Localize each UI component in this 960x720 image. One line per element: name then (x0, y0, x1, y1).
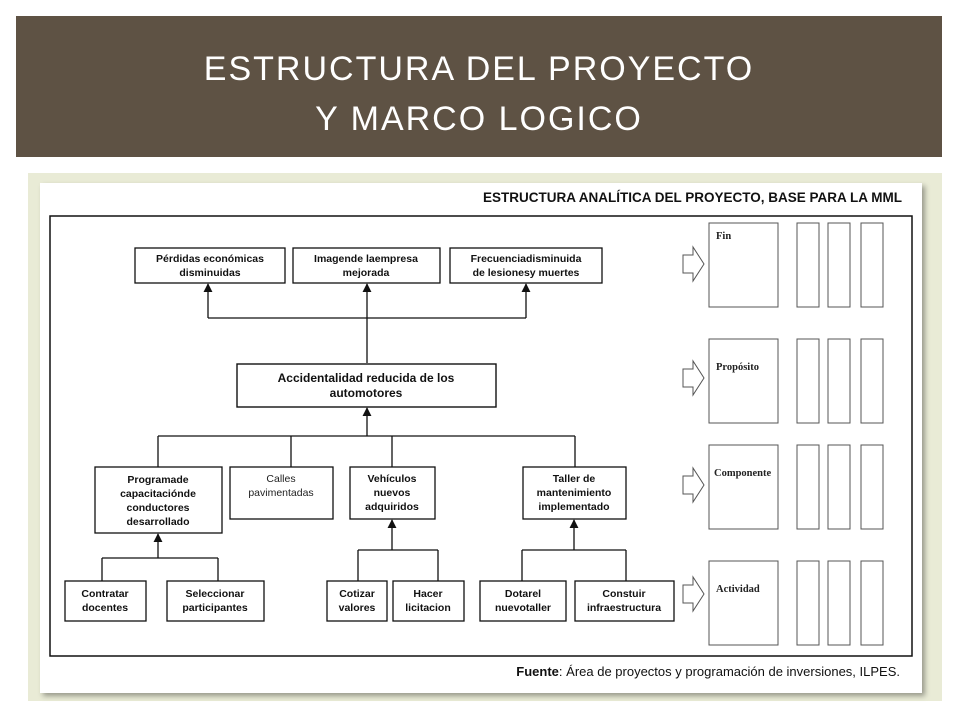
level-label: Propósito (716, 362, 759, 373)
component-connectors (158, 408, 575, 467)
svg-text:nuevotaller: nuevotaller (494, 602, 552, 614)
level-label: Fin (716, 231, 732, 242)
svg-text:mantenimiento: mantenimiento (536, 487, 612, 499)
svg-text:nuevos: nuevos (373, 487, 411, 499)
svg-text:automotores: automotores (329, 386, 403, 400)
svg-text:Imagende laempresa: Imagende laempresa (314, 253, 418, 265)
svg-text:Taller de: Taller de (552, 473, 596, 485)
activity-box (167, 581, 264, 621)
slide-title-line1: ESTRUCTURA DEL PROYECTO (203, 50, 755, 88)
svg-text:Vehículos: Vehículos (367, 473, 417, 485)
activity-box (65, 581, 146, 621)
activity-box (393, 581, 464, 621)
diagram-image (40, 183, 922, 693)
component-box (230, 467, 333, 519)
svg-text:de lesionesy muertes: de lesionesy muertes (472, 267, 580, 279)
project-structure-diagram (40, 183, 922, 693)
matrix-row-proposito (683, 339, 883, 423)
svg-text:Contratar: Contratar (81, 588, 129, 600)
svg-text:Accidentalidad reducida de lo: Accidentalidad reducida de los (277, 371, 455, 385)
slide-title-line2: Y MARCO LOGICO (315, 100, 643, 138)
svg-text:Dotarel: Dotarel (504, 588, 542, 600)
goal-box (293, 248, 440, 283)
svg-text:conductores: conductores (126, 502, 190, 514)
svg-text:Programade: Programade (127, 474, 189, 486)
component-box (523, 467, 626, 519)
goal-box (450, 248, 602, 283)
component-box (95, 467, 222, 533)
svg-text:capacitaciónde: capacitaciónde (120, 488, 196, 500)
svg-text:docentes: docentes (81, 602, 129, 614)
activity-box (480, 581, 566, 621)
figure-heading: ESTRUCTURA ANALÍTICA DEL PROYECTO, BASE PARA LA MML (482, 190, 902, 205)
title-banner (16, 16, 942, 157)
purpose-box (237, 364, 496, 407)
matrix-row-actividad (683, 561, 883, 645)
svg-text:licitacion: licitacion (405, 602, 451, 614)
activity-box (327, 581, 387, 621)
svg-text:Seleccionar: Seleccionar (185, 588, 245, 600)
svg-text:implementado: implementado (538, 501, 610, 513)
svg-text:valores: valores (338, 602, 376, 614)
matrix-row-fin (683, 223, 883, 307)
matrix-row-componente (683, 445, 883, 529)
goal-connectors (208, 284, 526, 363)
svg-text:Calles: Calles (266, 473, 296, 485)
svg-text:Frecuenciadisminuida: Frecuenciadisminuida (470, 253, 582, 265)
level-label: Componente (714, 468, 772, 479)
figure-source (516, 664, 900, 679)
svg-text:mejorada: mejorada (342, 267, 390, 279)
source-label: Fuente (516, 664, 559, 679)
svg-text:Pérdidas económicas: Pérdidas económicas (156, 253, 264, 265)
svg-text:adquiridos: adquiridos (365, 501, 419, 513)
svg-text:disminuidas: disminuidas (179, 267, 241, 279)
svg-text:Hacer: Hacer (413, 588, 443, 600)
svg-text:infraestructura: infraestructura (586, 602, 662, 614)
svg-text:desarrollado: desarrollado (126, 516, 190, 528)
svg-text:Cotizar: Cotizar (339, 588, 375, 600)
source-text: : Área de proyectos y programación de inversiones, ILPES. (558, 664, 900, 679)
component-box (350, 467, 435, 519)
svg-text:participantes: participantes (182, 602, 248, 614)
svg-text:Constuir: Constuir (602, 588, 646, 600)
svg-text:pavimentadas: pavimentadas (248, 487, 314, 499)
goal-box (135, 248, 285, 283)
activity-box (575, 581, 674, 621)
level-label: Actividad (716, 584, 760, 595)
